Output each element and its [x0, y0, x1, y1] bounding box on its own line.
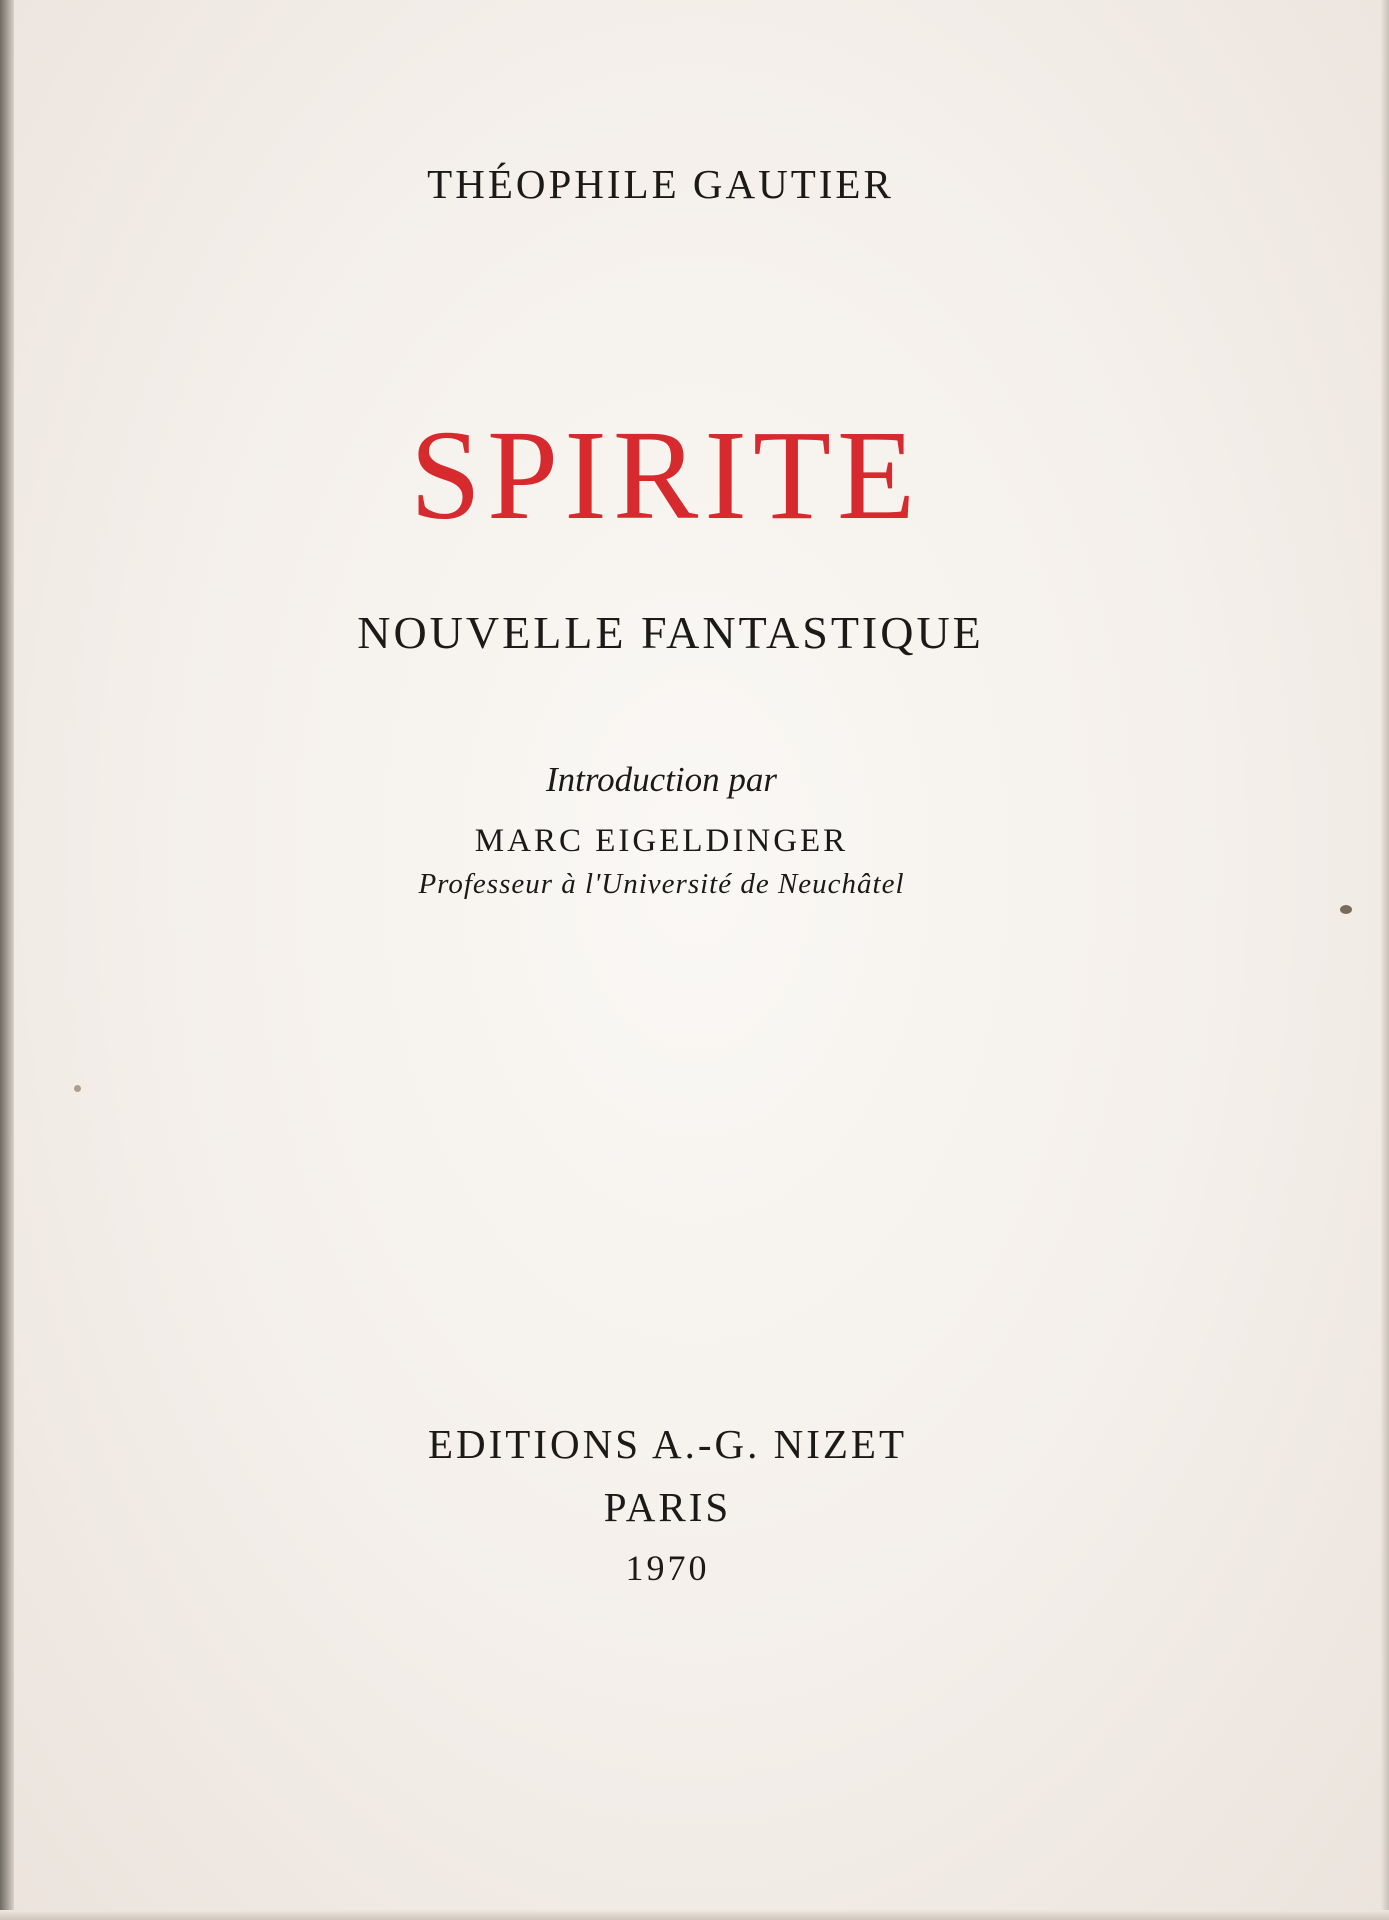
publication-year: 1970	[625, 1548, 710, 1588]
introduction-author-role: Professeur à l'Université de Neuchâtel	[418, 868, 905, 900]
publisher-city: PARIS	[603, 1484, 732, 1530]
author-name: THÉOPHILE GAUTIER	[427, 161, 894, 207]
introduction-label: Introduction par	[545, 760, 778, 799]
paper-stain	[1340, 905, 1352, 914]
publisher-name: EDITIONS A.-G. NIZET	[427, 1421, 908, 1467]
cover-left-edge	[0, 0, 14, 1920]
book-title: SPIRITE	[409, 404, 922, 546]
paper-stain	[74, 1085, 81, 1092]
cover-right-edge	[1381, 0, 1389, 1920]
introduction-author: MARC EIGELDINGER	[474, 823, 849, 859]
book-subtitle: NOUVELLE FANTASTIQUE	[357, 607, 984, 658]
cover-bottom-edge	[0, 1910, 1389, 1920]
